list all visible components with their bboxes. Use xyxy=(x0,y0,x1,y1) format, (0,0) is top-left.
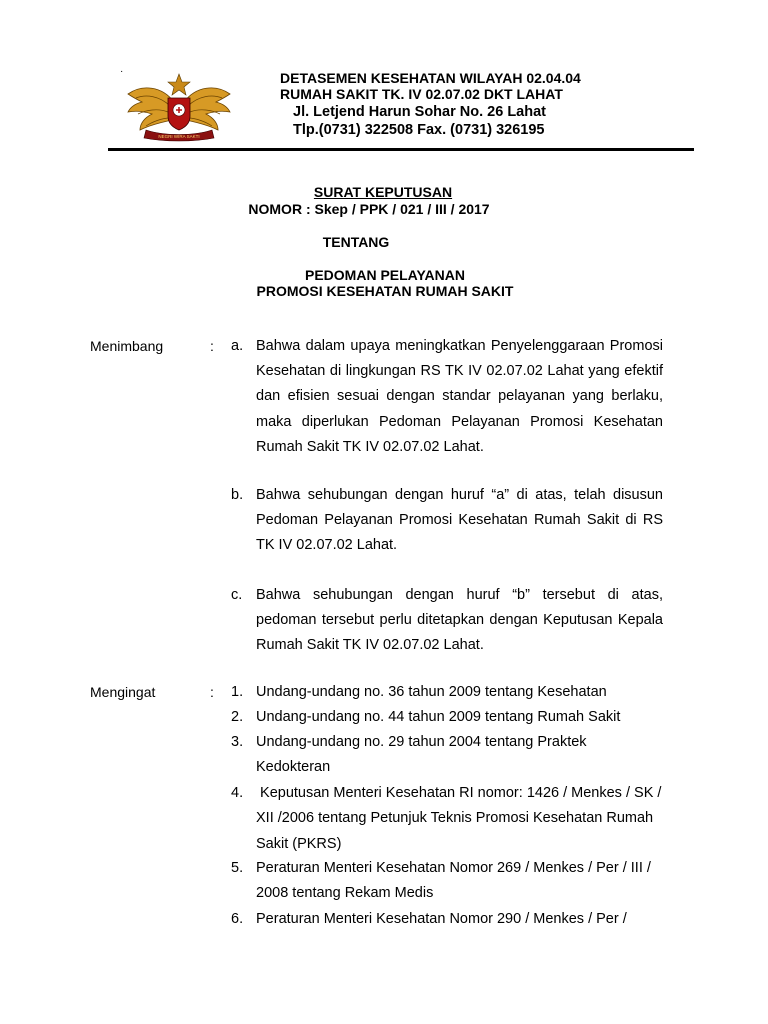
header-hospital-name: RUMAH SAKIT TK. IV 02.07.02 DKT LAHAT xyxy=(280,86,563,102)
document-number: NOMOR : Skep / PPK / 021 / III / 2017 xyxy=(248,201,490,217)
subject-line-1: PEDOMAN PELAYANAN xyxy=(305,267,465,283)
menimbang-marker-b: b. xyxy=(231,487,244,503)
mengingat-item-5: Peraturan Menteri Kesehatan Nomor 269 / Menkes / Per / III / 2008 tentang Rekam Medis xyxy=(256,860,651,902)
header-phone: Tlp.(0731) 322508 Fax. (0731) 326195 xyxy=(293,122,545,138)
menimbang-item-c: Bahwa sehubungan dengan huruf “b” tersebut di atas, pedoman tersebut perlu ditetapkan dengan Keputusan Kepala Rumah Sakit TK IV 02.07.02 Lahat. xyxy=(256,587,663,654)
mengingat-label: Mengingat xyxy=(90,684,156,700)
mengingat-item-2: Undang-undang no. 44 tahun 2009 tentang Rumah Sakit xyxy=(256,709,621,725)
emblem-motto: NEGRI WIRA SAKTI xyxy=(158,134,200,139)
stray-mark: · xyxy=(120,66,124,77)
menimbang-colon: : xyxy=(210,338,214,354)
mengingat-marker-4: 4. xyxy=(231,785,244,801)
header-address: Jl. Letjend Harun Sohar No. 26 Lahat xyxy=(293,104,546,120)
menimbang-marker-a: a. xyxy=(231,338,244,354)
mengingat-marker-3: 3. xyxy=(231,734,244,750)
document-title: SURAT KEPUTUSAN xyxy=(313,184,453,200)
mengingat-item-3: Undang-undang no. 29 tahun 2004 tentang Praktek Kedokteran xyxy=(256,734,587,776)
mengingat-marker-5: 5. xyxy=(231,860,244,876)
header-unit-name: DETASEMEN KESEHATAN WILAYAH 02.04.04 xyxy=(280,70,581,86)
mengingat-colon: : xyxy=(210,684,214,700)
menimbang-label: Menimbang xyxy=(90,338,164,354)
institution-emblem xyxy=(124,72,234,142)
header-divider xyxy=(108,148,694,151)
mengingat-item-1: Undang-undang no. 36 tahun 2009 tentang Kesehatan xyxy=(256,684,607,700)
menimbang-marker-c: c. xyxy=(231,587,243,603)
mengingat-marker-2: 2. xyxy=(231,709,244,725)
subject-line-2: PROMOSI KESEHATAN RUMAH SAKIT xyxy=(256,283,514,299)
menimbang-item-b: Bahwa sehubungan dengan huruf “a” di atas, telah disusun Pedoman Pelayanan Promosi Kesehatan Rumah Sakit di RS TK IV 02.07.02 Lahat. xyxy=(256,487,663,554)
mengingat-item-6: Peraturan Menteri Kesehatan Nomor 290 / Menkes / Per / xyxy=(256,911,627,927)
mengingat-marker-1: 1. xyxy=(231,684,244,700)
tentang-heading: TENTANG xyxy=(322,234,390,250)
mengingat-item-4: Keputusan Menteri Kesehatan RI nomor: 1426 / Menkes / SK / XII /2006 tentang Petunjuk Teknis Promosi Kesehatan Rumah Sakit (PKRS) xyxy=(256,785,666,852)
menimbang-item-a: Bahwa dalam upaya meningkatkan Penyelenggaraan Promosi Kesehatan di lingkungan RS TK IV 02.07.02 Lahat yang efektif dan efisien sesuai dengan standar pelayanan yang berlaku, maka diperlukan Pedoman Pelayanan Promosi Kesehatan Rumah Sakit TK IV 02.07.02 Lahat. xyxy=(256,338,663,455)
mengingat-marker-6: 6. xyxy=(231,911,244,927)
